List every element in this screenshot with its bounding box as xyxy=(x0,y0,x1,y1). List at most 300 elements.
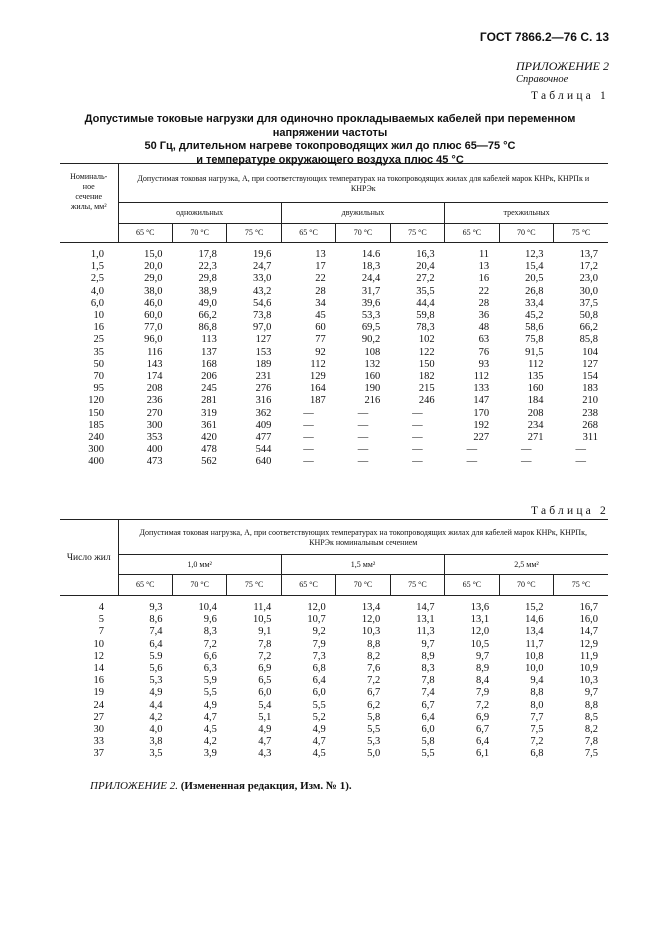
value-cell: 17,2 xyxy=(579,261,598,273)
temperature-header: 75 °С xyxy=(227,575,281,596)
value-cell: 6,9 xyxy=(475,711,490,723)
value-cell: 112 xyxy=(310,358,326,370)
value-cell: 10,5 xyxy=(470,638,490,650)
value-cell: 7,9 xyxy=(475,687,490,699)
value-cell: 22 xyxy=(315,273,326,285)
value-cell: 361 xyxy=(201,419,217,431)
value-cell: — xyxy=(412,432,423,444)
value-cell: 10,4 xyxy=(198,602,217,613)
value-cell: 13 xyxy=(315,249,326,260)
value-cell: 4,7 xyxy=(312,736,326,748)
value-cell: 13,4 xyxy=(525,626,544,638)
value-cell: 13,7 xyxy=(579,249,598,260)
value-cell: 8,2 xyxy=(367,650,381,662)
table1-title-line: 50 Гц, длительном нагреве токопроводящих жил до плюс 65—75 °С xyxy=(144,140,516,152)
temperature-header: 65 °С xyxy=(118,224,172,243)
value-cell: 4,2 xyxy=(203,736,217,748)
value-cell: 316 xyxy=(255,395,272,407)
value-cell: 190 xyxy=(364,383,381,395)
value-cell: 13,1 xyxy=(470,614,490,626)
value-cell: 11 xyxy=(478,249,490,260)
value-cell: 58,6 xyxy=(525,322,544,334)
value-cell: — xyxy=(357,432,369,444)
table1 xyxy=(60,163,608,469)
value-cell: 187 xyxy=(310,395,326,407)
value-cell: 6,4 xyxy=(312,675,326,687)
value-cell: 6,4 xyxy=(475,736,490,748)
value-cell: 9,6 xyxy=(203,614,217,626)
table-row xyxy=(60,748,608,760)
value-cell: 154 xyxy=(582,371,598,383)
value-cell: 20,0 xyxy=(144,261,163,273)
row-label-cell: 4 xyxy=(98,602,104,613)
value-cell: 189 xyxy=(255,358,272,370)
value-cell: — xyxy=(357,456,369,468)
row-label-cell: 185 xyxy=(88,419,104,431)
value-cell: 544 xyxy=(255,444,272,456)
row-label-cell: 240 xyxy=(88,432,104,444)
value-cell: 4,3 xyxy=(258,748,272,760)
value-cell: 133 xyxy=(473,383,490,395)
table-row xyxy=(60,444,608,456)
value-cell: 54,6 xyxy=(252,297,272,309)
row-label-cell: 5 xyxy=(98,614,104,626)
value-cell: 104 xyxy=(582,346,598,358)
value-cell: 69,5 xyxy=(361,322,381,334)
value-cell: 17,8 xyxy=(198,249,217,260)
value-cell: 18,3 xyxy=(361,261,381,273)
value-cell: 6,3 xyxy=(203,663,217,675)
value-cell: 77 xyxy=(315,334,326,346)
row-label-cell: 27 xyxy=(93,711,104,723)
row-label-cell: 6,0 xyxy=(90,297,104,309)
value-cell: 113 xyxy=(201,334,217,346)
value-cell: 150 xyxy=(418,358,435,370)
value-cell: 231 xyxy=(255,371,272,383)
table-row xyxy=(60,675,608,687)
row-label-cell: 120 xyxy=(88,395,104,407)
table-row xyxy=(60,371,608,383)
value-cell: 92 xyxy=(315,346,326,358)
table-row xyxy=(60,395,608,407)
table2-subgroup: 2,5 мм² xyxy=(445,555,608,575)
value-cell: 6,8 xyxy=(312,663,326,675)
value-cell: 420 xyxy=(201,432,217,444)
row-label-cell: 1,5 xyxy=(90,261,104,273)
table-row xyxy=(60,347,608,359)
value-cell: 116 xyxy=(147,346,163,358)
value-cell: 153 xyxy=(255,346,272,358)
value-cell: 7,3 xyxy=(312,650,326,662)
value-cell: — xyxy=(521,444,532,456)
temperature-header: 70 °С xyxy=(172,224,226,243)
value-cell: 174 xyxy=(146,371,163,383)
value-cell: 20,5 xyxy=(525,273,544,285)
value-cell: 17 xyxy=(315,261,326,273)
value-cell: 8,2 xyxy=(584,724,598,736)
table-row xyxy=(60,286,608,298)
temperature-header: 75 °С xyxy=(390,575,444,596)
value-cell: 215 xyxy=(418,383,435,395)
footer-text: (Измененная редакция, Изм. № 1). xyxy=(180,780,352,792)
table2 xyxy=(60,519,608,761)
temperature-header: 75 °С xyxy=(554,224,609,243)
value-cell: 5.9 xyxy=(149,650,163,662)
value-cell: 13,1 xyxy=(416,614,435,626)
temperature-header: 70 °С xyxy=(172,575,226,596)
table-row xyxy=(60,432,608,444)
value-cell: 122 xyxy=(418,346,435,358)
value-cell: 281 xyxy=(201,395,217,407)
row-label-cell: 24 xyxy=(93,699,104,711)
table-row xyxy=(60,724,608,736)
value-cell: 9,7 xyxy=(421,638,435,650)
value-cell: 60 xyxy=(315,322,326,334)
value-cell: 12,0 xyxy=(470,626,490,638)
value-cell: 9,4 xyxy=(530,675,544,687)
value-cell: 50,8 xyxy=(579,310,598,322)
value-cell: 5,8 xyxy=(367,711,381,723)
value-cell: 137 xyxy=(201,346,217,358)
row-label-cell: 7 xyxy=(98,626,104,638)
value-cell: 108 xyxy=(364,346,381,358)
value-cell: 22 xyxy=(478,285,490,297)
value-cell: 5,3 xyxy=(149,675,163,687)
value-cell: 16,3 xyxy=(416,249,435,260)
value-cell: 477 xyxy=(255,432,272,444)
value-cell: 4,2 xyxy=(149,711,163,723)
table1-title-line: и температуре окружающего воздуха плюс 45 °С xyxy=(196,153,464,166)
value-cell: 6,7 xyxy=(475,724,490,736)
value-cell: 7,2 xyxy=(203,638,217,650)
value-cell: 7,7 xyxy=(530,711,544,723)
value-cell: 24,4 xyxy=(361,273,381,285)
value-cell: 90,2 xyxy=(361,334,381,346)
table-row xyxy=(60,298,608,310)
value-cell: 5,2 xyxy=(312,711,326,723)
value-cell: 3,5 xyxy=(149,748,163,760)
value-cell: 6,7 xyxy=(421,699,435,711)
appendix-heading xyxy=(516,59,609,85)
value-cell: — xyxy=(357,407,369,419)
value-cell: 135 xyxy=(527,371,544,383)
value-cell: 16,0 xyxy=(579,614,598,626)
table-row xyxy=(60,420,608,432)
value-cell: 12,0 xyxy=(307,602,326,613)
value-cell: 15,4 xyxy=(525,261,544,273)
row-label-cell: 10 xyxy=(93,310,104,322)
value-cell: — xyxy=(466,456,478,468)
row-label-cell: 70 xyxy=(93,371,104,383)
value-cell: 13,4 xyxy=(361,602,381,613)
temperature-header: 70 °С xyxy=(336,224,390,243)
value-cell: — xyxy=(303,419,314,431)
temperature-header: 75 °С xyxy=(554,575,609,596)
value-cell: 7,9 xyxy=(312,638,326,650)
table1-title xyxy=(60,113,600,167)
value-cell: 14,6 xyxy=(525,614,544,626)
value-cell: 30,0 xyxy=(579,285,598,297)
value-cell: 29,8 xyxy=(198,273,217,285)
value-cell: 3,9 xyxy=(203,748,217,760)
row-label-cell: 1,0 xyxy=(90,249,104,260)
value-cell: 6,8 xyxy=(530,748,544,760)
value-cell: 7,4 xyxy=(421,687,435,699)
value-cell: 9,7 xyxy=(475,650,490,662)
value-cell: 6,4 xyxy=(149,638,163,650)
table-row xyxy=(60,408,608,420)
table-row xyxy=(60,261,608,273)
value-cell: 5,9 xyxy=(203,675,217,687)
value-cell: 168 xyxy=(201,358,217,370)
value-cell: 6,0 xyxy=(421,724,435,736)
footer-label: ПРИЛОЖЕНИЕ 2. xyxy=(90,780,178,792)
value-cell: 473 xyxy=(146,456,163,468)
value-cell: 91,5 xyxy=(525,346,544,358)
value-cell: 7,6 xyxy=(367,663,381,675)
value-cell: 45,2 xyxy=(525,310,544,322)
value-cell: — xyxy=(412,419,423,431)
value-cell: 160 xyxy=(364,371,381,383)
table-row xyxy=(60,596,608,615)
table-row xyxy=(60,712,608,724)
value-cell: 4,7 xyxy=(258,736,272,748)
table2-row-header: Число жил xyxy=(60,520,118,596)
value-cell: 60,0 xyxy=(144,310,163,322)
table-row xyxy=(60,651,608,663)
value-cell: 6,0 xyxy=(312,687,326,699)
value-cell: 7,5 xyxy=(584,748,598,760)
row-label-cell: 300 xyxy=(88,444,104,456)
value-cell: — xyxy=(303,456,314,468)
value-cell: 182 xyxy=(418,371,435,383)
value-cell: 5,5 xyxy=(367,724,381,736)
value-cell: 6,1 xyxy=(475,748,490,760)
value-cell: 132 xyxy=(364,358,381,370)
value-cell: 14,7 xyxy=(579,626,598,638)
appendix-title: ПРИЛОЖЕНИЕ 2 xyxy=(516,59,609,73)
value-cell: 39,6 xyxy=(361,297,381,309)
value-cell: 11,3 xyxy=(416,626,435,638)
value-cell: 13 xyxy=(478,261,490,273)
value-cell: — xyxy=(412,444,423,456)
value-cell: 206 xyxy=(201,371,217,383)
value-cell: 9,3 xyxy=(149,602,163,613)
value-cell: 77,0 xyxy=(144,322,163,334)
temperature-header: 65 °С xyxy=(281,575,335,596)
value-cell: 8,8 xyxy=(530,687,544,699)
value-cell: 183 xyxy=(582,383,598,395)
row-label-cell: 4,0 xyxy=(90,285,104,297)
value-cell: 11,4 xyxy=(253,602,272,613)
value-cell: 19,6 xyxy=(252,249,272,260)
value-cell: 129 xyxy=(310,371,326,383)
value-cell: 14.6 xyxy=(361,249,381,260)
temperature-header: 65 °С xyxy=(445,575,499,596)
appendix-subtitle: Справочное xyxy=(516,74,569,85)
value-cell: 36 xyxy=(478,310,490,322)
value-cell: 66,2 xyxy=(579,322,598,334)
row-label-cell: 95 xyxy=(93,383,104,395)
row-label-cell: 16 xyxy=(93,322,104,334)
value-cell: — xyxy=(357,444,369,456)
value-cell: 93 xyxy=(478,358,490,370)
value-cell: 10,3 xyxy=(579,675,598,687)
table-row xyxy=(60,243,608,262)
value-cell: 27,2 xyxy=(416,273,435,285)
temperature-header: 70 °С xyxy=(336,575,390,596)
value-cell: 35,5 xyxy=(416,285,435,297)
table-row xyxy=(60,334,608,346)
value-cell: 10,5 xyxy=(252,614,272,626)
value-cell: 4,9 xyxy=(258,724,272,736)
value-cell: — xyxy=(575,444,586,456)
value-cell: — xyxy=(303,432,314,444)
value-cell: 236 xyxy=(146,395,163,407)
value-cell: 37,5 xyxy=(579,297,598,309)
table2-subgroup: 1,5 мм² xyxy=(281,555,444,575)
value-cell: 268 xyxy=(582,419,598,431)
row-label-cell: 25 xyxy=(93,334,104,346)
value-cell: 216 xyxy=(364,395,381,407)
value-cell: 4,9 xyxy=(149,687,163,699)
value-cell: 10,0 xyxy=(525,663,544,675)
value-cell: 9,1 xyxy=(258,626,272,638)
value-cell: 6,9 xyxy=(258,663,272,675)
value-cell: 5,3 xyxy=(367,736,381,748)
temperature-header: 65 °С xyxy=(281,224,335,243)
value-cell: 170 xyxy=(473,407,490,419)
value-cell: 7,2 xyxy=(530,736,544,748)
value-cell: 208 xyxy=(146,383,163,395)
value-cell: 5,5 xyxy=(203,687,217,699)
value-cell: 4,9 xyxy=(312,724,326,736)
value-cell: — xyxy=(466,444,478,456)
value-cell: — xyxy=(303,444,314,456)
value-cell: 38,0 xyxy=(144,285,163,297)
table1-subgroup: трехжильных xyxy=(445,203,608,224)
temperature-header: 65 °С xyxy=(445,224,499,243)
value-cell: 8,9 xyxy=(421,650,435,662)
value-cell: 3,8 xyxy=(149,736,163,748)
value-cell: 9,2 xyxy=(312,626,326,638)
value-cell: 38,9 xyxy=(198,285,217,297)
value-cell: 13,6 xyxy=(470,602,490,613)
value-cell: 15,0 xyxy=(144,249,163,260)
value-cell: 8,0 xyxy=(530,699,544,711)
value-cell: 238 xyxy=(582,407,598,419)
row-label-cell: 400 xyxy=(88,456,104,468)
value-cell: 59,8 xyxy=(416,310,435,322)
value-cell: 7,8 xyxy=(584,736,598,748)
value-cell: 16 xyxy=(478,273,490,285)
table-row xyxy=(60,639,608,651)
row-label-cell: 16 xyxy=(93,675,104,687)
value-cell: 246 xyxy=(418,395,435,407)
value-cell: — xyxy=(521,456,532,468)
value-cell: 7,8 xyxy=(258,638,272,650)
value-cell: — xyxy=(412,456,423,468)
row-label-cell: 14 xyxy=(93,663,104,675)
value-cell: 127 xyxy=(582,358,598,370)
value-cell: 5,6 xyxy=(149,663,163,675)
value-cell: 75,8 xyxy=(525,334,544,346)
value-cell: — xyxy=(575,456,586,468)
value-cell: 12,3 xyxy=(525,249,544,260)
value-cell: 311 xyxy=(582,432,598,444)
value-cell: 8,5 xyxy=(584,711,598,723)
value-cell: 5,4 xyxy=(258,699,272,711)
value-cell: 10,8 xyxy=(525,650,544,662)
value-cell: 20,4 xyxy=(416,261,435,273)
value-cell: 53,3 xyxy=(361,310,381,322)
value-cell: 31,7 xyxy=(361,285,381,297)
value-cell: 227 xyxy=(473,432,490,444)
value-cell: 22,3 xyxy=(198,261,217,273)
value-cell: 362 xyxy=(255,407,272,419)
value-cell: 15,2 xyxy=(525,602,544,613)
value-cell: 143 xyxy=(146,358,163,370)
row-label-cell: 12 xyxy=(93,650,104,662)
value-cell: 73,8 xyxy=(252,310,272,322)
value-cell: 127 xyxy=(255,334,272,346)
value-cell: 78,3 xyxy=(416,322,435,334)
value-cell: 7,2 xyxy=(367,675,381,687)
value-cell: 112 xyxy=(473,371,490,383)
document-reference: ГОСТ 7866.2—76 С. 13 xyxy=(479,30,609,44)
value-cell: 10,9 xyxy=(579,663,598,675)
value-cell: 5,5 xyxy=(421,748,435,760)
table-row xyxy=(60,687,608,699)
table-row xyxy=(60,614,608,626)
value-cell: 8,8 xyxy=(367,638,381,650)
row-label-cell: 10 xyxy=(93,638,104,650)
value-cell: 164 xyxy=(310,383,326,395)
value-cell: 85,8 xyxy=(579,334,598,346)
value-cell: 7,2 xyxy=(258,650,272,662)
value-cell: 8,3 xyxy=(421,663,435,675)
value-cell: 10,7 xyxy=(307,614,326,626)
table-row xyxy=(60,310,608,322)
table-row xyxy=(60,383,608,395)
value-cell: 97,0 xyxy=(252,322,272,334)
value-cell: 5,5 xyxy=(312,699,326,711)
row-label-cell: 33 xyxy=(93,736,104,748)
value-cell: 160 xyxy=(527,383,544,395)
value-cell: 96,0 xyxy=(144,334,163,346)
temperature-header: 70 °С xyxy=(499,224,553,243)
value-cell: 34 xyxy=(315,297,326,309)
value-cell: 14,7 xyxy=(416,602,435,613)
value-cell: 23,0 xyxy=(579,273,598,285)
row-label-cell: 30 xyxy=(93,724,104,736)
value-cell: 562 xyxy=(201,456,217,468)
value-cell: 24,7 xyxy=(252,261,272,273)
table2-caption: Таблица 2 xyxy=(531,505,609,517)
row-label-cell: 150 xyxy=(88,407,104,419)
value-cell: 63 xyxy=(478,334,490,346)
value-cell: 192 xyxy=(473,419,490,431)
table2-group-header: Допустимая токовая нагрузка, А, при соответствующих температурах на токопроводящих жилах для кабелей марок КНРк, КНРПк, КНРЭк номинальным сечением xyxy=(118,520,608,555)
value-cell: 640 xyxy=(255,456,272,468)
value-cell: 4,4 xyxy=(149,699,163,711)
value-cell: 276 xyxy=(255,383,272,395)
table1-subgroup: двужильных xyxy=(281,203,444,224)
value-cell: 7,4 xyxy=(149,626,163,638)
value-cell: 234 xyxy=(527,419,544,431)
value-cell: 86,8 xyxy=(198,322,217,334)
table-row xyxy=(60,663,608,675)
